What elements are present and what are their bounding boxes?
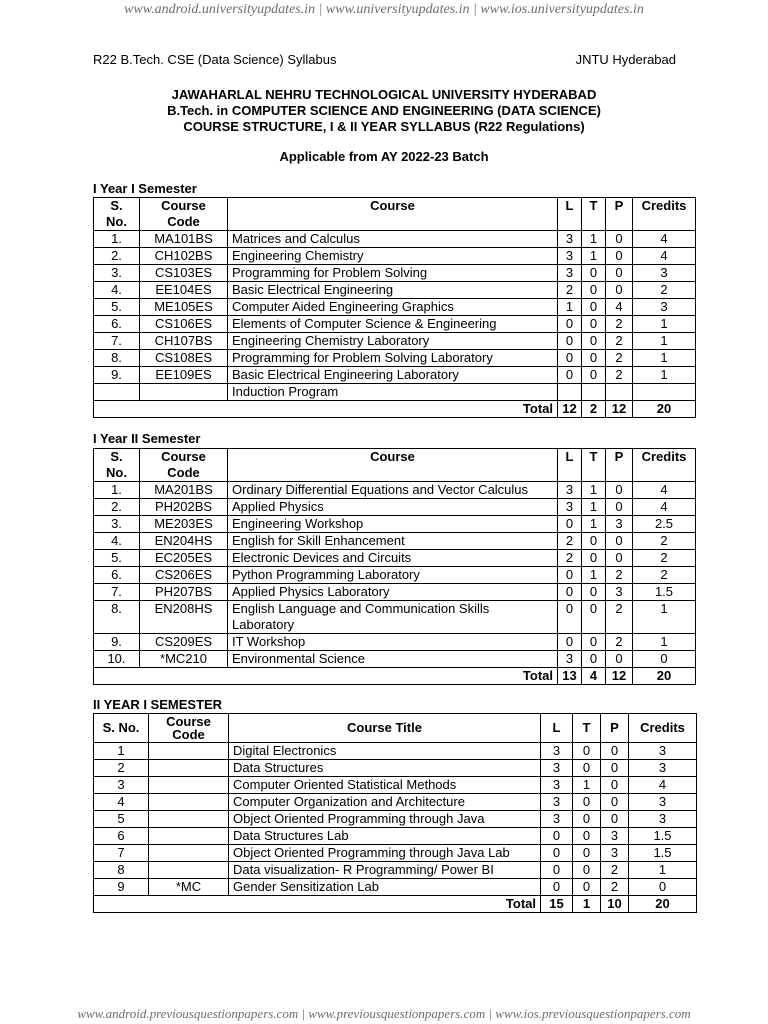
l-cell: 0 <box>558 601 582 634</box>
total-credits: 20 <box>629 896 697 913</box>
t-cell: 0 <box>582 550 606 567</box>
header-course-code: Course Code <box>140 198 228 231</box>
l-cell: 2 <box>558 282 582 299</box>
total-l: 15 <box>541 896 573 913</box>
table-row <box>94 516 696 533</box>
title-line-program: B.Tech. in COMPUTER SCIENCE AND ENGINEERING (DATA SCIENCE) <box>167 103 601 118</box>
credits-cell: 2.5 <box>633 516 696 533</box>
course-code-cell: CS209ES <box>140 634 228 651</box>
p-cell: 2 <box>606 350 633 367</box>
sno-cell: 1 <box>94 743 149 760</box>
sem1-course-table <box>93 197 696 418</box>
table-row <box>94 299 696 316</box>
total-credits: 20 <box>633 668 696 685</box>
p-cell: 0 <box>601 794 629 811</box>
p-cell: 2 <box>606 367 633 384</box>
course-name-cell: Elements of Computer Science & Engineering <box>228 316 558 333</box>
table-row <box>94 651 696 668</box>
course-name-cell: English for Skill Enhancement <box>228 533 558 550</box>
sno-cell: 5. <box>94 299 140 316</box>
t-cell: 0 <box>573 828 601 845</box>
sem2-label: I Year II Semester <box>93 431 201 446</box>
header-p: P <box>606 198 633 231</box>
t-cell: 0 <box>573 879 601 896</box>
sno-cell: 2. <box>94 499 140 516</box>
credits-cell <box>633 384 696 401</box>
t-cell: 0 <box>573 760 601 777</box>
l-cell: 2 <box>558 533 582 550</box>
sno-cell: 6. <box>94 316 140 333</box>
course-name-cell: Programming for Problem Solving <box>228 265 558 282</box>
watermark-top: www.android.universityupdates.in | www.universityupdates.in | www.ios.universityupdates.in <box>124 2 644 17</box>
course-name-cell: Digital Electronics <box>229 743 541 760</box>
l-cell: 0 <box>558 367 582 384</box>
table-row <box>94 879 697 896</box>
course-code-cell: CH102BS <box>140 248 228 265</box>
credits-cell: 4 <box>633 248 696 265</box>
total-label: Total <box>94 668 558 685</box>
sno-cell: 4. <box>94 282 140 299</box>
header-syllabus-title: R22 B.Tech. CSE (Data Science) Syllabus <box>93 52 337 67</box>
credits-cell: 1.5 <box>629 845 697 862</box>
sno-cell: 9. <box>94 367 140 384</box>
course-code-cell: *MC <box>149 879 229 896</box>
l-cell: 0 <box>558 316 582 333</box>
total-credits: 20 <box>633 401 696 418</box>
course-code-cell <box>149 777 229 794</box>
sno-cell: 10. <box>94 651 140 668</box>
course-name-cell: Data visualization- R Programming/ Power BI <box>229 862 541 879</box>
course-name-cell: Data Structures Lab <box>229 828 541 845</box>
total-l: 12 <box>558 401 582 418</box>
p-cell: 2 <box>606 333 633 350</box>
l-cell: 0 <box>558 333 582 350</box>
credits-cell: 2 <box>633 567 696 584</box>
credits-cell: 3 <box>629 794 697 811</box>
l-cell: 0 <box>541 879 573 896</box>
course-name-cell: Computer Organization and Architecture <box>229 794 541 811</box>
t-cell: 0 <box>582 601 606 634</box>
header-credits: Credits <box>633 198 696 231</box>
table-row <box>94 248 696 265</box>
course-name-cell: Matrices and Calculus <box>228 231 558 248</box>
credits-cell: 1.5 <box>633 584 696 601</box>
l-cell <box>558 384 582 401</box>
p-cell: 0 <box>606 282 633 299</box>
header-t: T <box>582 449 606 482</box>
course-code-cell <box>140 384 228 401</box>
total-label: Total <box>94 401 558 418</box>
course-name-cell: Basic Electrical Engineering <box>228 282 558 299</box>
t-cell: 1 <box>582 248 606 265</box>
sno-cell: 6 <box>94 828 149 845</box>
course-code-cell: EE109ES <box>140 367 228 384</box>
course-name-cell: Object Oriented Programming through Java Lab <box>229 845 541 862</box>
sem3-course-table <box>93 713 697 913</box>
credits-cell: 2 <box>633 533 696 550</box>
course-name-cell: IT Workshop <box>228 634 558 651</box>
p-cell <box>606 384 633 401</box>
header-university: JNTU Hyderabad <box>575 52 676 67</box>
total-row <box>94 668 696 685</box>
sno-cell: 4. <box>94 533 140 550</box>
p-cell: 0 <box>606 231 633 248</box>
table-row <box>94 316 696 333</box>
course-name-cell: Gender Sensitization Lab <box>229 879 541 896</box>
course-code-cell: EN204HS <box>140 533 228 550</box>
credits-cell: 3 <box>629 811 697 828</box>
p-cell: 4 <box>606 299 633 316</box>
p-cell: 3 <box>606 516 633 533</box>
sno-cell: 2. <box>94 248 140 265</box>
p-cell: 0 <box>606 533 633 550</box>
total-row <box>94 896 697 913</box>
header-p: P <box>606 449 633 482</box>
credits-cell: 1.5 <box>629 828 697 845</box>
header-course-code: Course Code <box>149 714 229 743</box>
l-cell: 0 <box>541 862 573 879</box>
sno-cell: 1. <box>94 482 140 499</box>
t-cell: 0 <box>582 584 606 601</box>
course-name-cell: Applied Physics Laboratory <box>228 584 558 601</box>
credits-cell: 4 <box>633 499 696 516</box>
table-row <box>94 482 696 499</box>
course-code-cell: PH202BS <box>140 499 228 516</box>
l-cell: 3 <box>558 231 582 248</box>
table-row <box>94 794 697 811</box>
table-row <box>94 384 696 401</box>
course-name-cell: Applied Physics <box>228 499 558 516</box>
l-cell: 3 <box>541 743 573 760</box>
l-cell: 0 <box>541 845 573 862</box>
table-row <box>94 743 697 760</box>
credits-cell: 3 <box>633 265 696 282</box>
course-code-cell <box>149 811 229 828</box>
course-code-cell: *MC210 <box>140 651 228 668</box>
course-code-cell: ME203ES <box>140 516 228 533</box>
course-name-cell: Computer Oriented Statistical Methods <box>229 777 541 794</box>
t-cell: 0 <box>582 333 606 350</box>
p-cell: 0 <box>606 550 633 567</box>
l-cell: 3 <box>541 794 573 811</box>
credits-cell: 1 <box>633 316 696 333</box>
course-name-cell: Engineering Workshop <box>228 516 558 533</box>
credits-cell: 1 <box>633 350 696 367</box>
credits-cell: 1 <box>633 333 696 350</box>
table-row <box>94 862 697 879</box>
p-cell: 0 <box>606 651 633 668</box>
t-cell: 0 <box>582 634 606 651</box>
course-code-cell <box>149 743 229 760</box>
header-t: T <box>573 714 601 743</box>
course-code-cell <box>149 828 229 845</box>
document-title <box>0 87 768 135</box>
credits-cell: 2 <box>633 550 696 567</box>
total-label: Total <box>94 896 541 913</box>
header-sno: S. No. <box>94 714 149 743</box>
p-cell: 0 <box>606 499 633 516</box>
sno-cell: 3. <box>94 516 140 533</box>
l-cell: 3 <box>541 811 573 828</box>
course-code-cell: PH207BS <box>140 584 228 601</box>
sno-cell: 3. <box>94 265 140 282</box>
p-cell: 2 <box>601 862 629 879</box>
sno-cell: 5. <box>94 550 140 567</box>
header-l: L <box>541 714 573 743</box>
table-row <box>94 231 696 248</box>
sno-cell: 8. <box>94 601 140 634</box>
table-row <box>94 828 697 845</box>
l-cell: 3 <box>558 265 582 282</box>
credits-cell: 4 <box>633 231 696 248</box>
l-cell: 0 <box>558 350 582 367</box>
t-cell: 0 <box>582 533 606 550</box>
course-code-cell: ME105ES <box>140 299 228 316</box>
header-p: P <box>601 714 629 743</box>
sno-cell: 3 <box>94 777 149 794</box>
sno-cell <box>94 384 140 401</box>
p-cell: 0 <box>601 811 629 828</box>
credits-cell: 1 <box>633 601 696 634</box>
p-cell: 2 <box>601 879 629 896</box>
course-name-cell: Object Oriented Programming through Java <box>229 811 541 828</box>
sem3-label: II YEAR I SEMESTER <box>93 697 223 712</box>
t-cell: 0 <box>582 299 606 316</box>
sno-cell: 2 <box>94 760 149 777</box>
l-cell: 3 <box>541 760 573 777</box>
credits-cell: 0 <box>629 879 697 896</box>
credits-cell: 1 <box>633 367 696 384</box>
l-cell: 3 <box>558 482 582 499</box>
sno-cell: 7. <box>94 584 140 601</box>
t-cell: 0 <box>582 651 606 668</box>
credits-cell: 4 <box>629 777 697 794</box>
table-row <box>94 533 696 550</box>
l-cell: 0 <box>558 516 582 533</box>
table-row <box>94 282 696 299</box>
sem1-label: I Year I Semester <box>93 181 197 196</box>
course-name-cell: Ordinary Differential Equations and Vector Calculus <box>228 482 558 499</box>
header-credits: Credits <box>629 714 697 743</box>
course-code-cell <box>149 794 229 811</box>
table-row <box>94 634 696 651</box>
sno-cell: 9. <box>94 634 140 651</box>
credits-cell: 2 <box>633 282 696 299</box>
table-row <box>94 584 696 601</box>
total-p: 10 <box>601 896 629 913</box>
t-cell: 0 <box>573 845 601 862</box>
t-cell: 1 <box>582 516 606 533</box>
credits-cell: 0 <box>633 651 696 668</box>
table-row <box>94 350 696 367</box>
table-row <box>94 601 696 634</box>
p-cell: 0 <box>606 482 633 499</box>
l-cell: 0 <box>558 584 582 601</box>
course-code-cell: EC205ES <box>140 550 228 567</box>
l-cell: 0 <box>558 567 582 584</box>
t-cell: 0 <box>582 265 606 282</box>
t-cell: 0 <box>573 794 601 811</box>
credits-cell: 3 <box>629 743 697 760</box>
p-cell: 2 <box>606 567 633 584</box>
l-cell: 0 <box>558 634 582 651</box>
l-cell: 2 <box>558 550 582 567</box>
p-cell: 0 <box>601 760 629 777</box>
course-code-cell: CS108ES <box>140 350 228 367</box>
l-cell: 3 <box>558 651 582 668</box>
course-code-cell: EN208HS <box>140 601 228 634</box>
course-name-cell: Engineering Chemistry Laboratory <box>228 333 558 350</box>
p-cell: 2 <box>606 316 633 333</box>
header-course: Course <box>228 198 558 231</box>
sno-cell: 6. <box>94 567 140 584</box>
header-l: L <box>558 198 582 231</box>
credits-cell: 4 <box>633 482 696 499</box>
p-cell: 3 <box>601 828 629 845</box>
credits-cell: 1 <box>629 862 697 879</box>
course-code-cell: MA101BS <box>140 231 228 248</box>
t-cell: 1 <box>582 482 606 499</box>
sno-cell: 8. <box>94 350 140 367</box>
header-sno: S. No. <box>94 198 140 231</box>
t-cell: 1 <box>582 231 606 248</box>
course-code-cell: CS206ES <box>140 567 228 584</box>
total-row <box>94 401 696 418</box>
p-cell: 3 <box>601 845 629 862</box>
table-header-row <box>94 714 697 743</box>
course-name-cell: Data Structures <box>229 760 541 777</box>
t-cell: 1 <box>582 567 606 584</box>
t-cell: 1 <box>582 499 606 516</box>
total-t: 2 <box>582 401 606 418</box>
t-cell: 0 <box>573 811 601 828</box>
l-cell: 0 <box>541 828 573 845</box>
credits-cell: 1 <box>633 634 696 651</box>
total-p: 12 <box>606 668 633 685</box>
p-cell: 2 <box>606 601 633 634</box>
l-cell: 1 <box>558 299 582 316</box>
sno-cell: 8 <box>94 862 149 879</box>
t-cell <box>582 384 606 401</box>
course-code-cell <box>149 760 229 777</box>
p-cell: 0 <box>601 743 629 760</box>
header-l: L <box>558 449 582 482</box>
header-course-title: Course Title <box>229 714 541 743</box>
course-code-cell <box>149 862 229 879</box>
table-row <box>94 567 696 584</box>
course-code-cell <box>149 845 229 862</box>
t-cell: 0 <box>582 316 606 333</box>
course-name-cell: Induction Program <box>228 384 558 401</box>
p-cell: 2 <box>606 634 633 651</box>
table-row <box>94 499 696 516</box>
sno-cell: 1. <box>94 231 140 248</box>
l-cell: 3 <box>541 777 573 794</box>
total-t: 1 <box>573 896 601 913</box>
course-code-cell: CS103ES <box>140 265 228 282</box>
watermark-bottom: www.android.previousquestionpapers.com | www.previousquestionpapers.com | www.ios.previousquestionpapers.com <box>77 1006 691 1021</box>
course-code-cell: MA201BS <box>140 482 228 499</box>
t-cell: 0 <box>582 367 606 384</box>
total-t: 4 <box>582 668 606 685</box>
title-line-structure: COURSE STRUCTURE, I & II YEAR SYLLABUS (R22 Regulations) <box>183 119 585 134</box>
course-name-cell: Electronic Devices and Circuits <box>228 550 558 567</box>
course-name-cell: Basic Electrical Engineering Laboratory <box>228 367 558 384</box>
sno-cell: 4 <box>94 794 149 811</box>
course-name-cell: Computer Aided Engineering Graphics <box>228 299 558 316</box>
t-cell: 0 <box>582 350 606 367</box>
table-row <box>94 333 696 350</box>
header-credits: Credits <box>633 449 696 482</box>
course-name-cell: Python Programming Laboratory <box>228 567 558 584</box>
t-cell: 0 <box>573 862 601 879</box>
credits-cell: 3 <box>629 760 697 777</box>
course-code-cell: EE104ES <box>140 282 228 299</box>
title-line-university: JAWAHARLAL NEHRU TECHNOLOGICAL UNIVERSITY HYDERABAD <box>171 87 597 102</box>
p-cell: 3 <box>606 584 633 601</box>
course-name-cell: Engineering Chemistry <box>228 248 558 265</box>
sno-cell: 7 <box>94 845 149 862</box>
table-row <box>94 367 696 384</box>
total-p: 12 <box>606 401 633 418</box>
course-name-cell: Environmental Science <box>228 651 558 668</box>
applicable-batch: Applicable from AY 2022-23 Batch <box>279 149 489 164</box>
sno-cell: 7. <box>94 333 140 350</box>
total-l: 13 <box>558 668 582 685</box>
course-name-cell: Programming for Problem Solving Laboratory <box>228 350 558 367</box>
course-name-cell: English Language and Communication Skills Laboratory <box>228 601 558 634</box>
p-cell: 0 <box>606 265 633 282</box>
header-sno: S. No. <box>94 449 140 482</box>
table-row <box>94 760 697 777</box>
l-cell: 3 <box>558 499 582 516</box>
course-code-cell: CS106ES <box>140 316 228 333</box>
p-cell: 0 <box>606 248 633 265</box>
t-cell: 0 <box>582 282 606 299</box>
course-code-cell: CH107BS <box>140 333 228 350</box>
header-course-code: Course Code <box>140 449 228 482</box>
table-header-row <box>94 449 696 482</box>
t-cell: 0 <box>573 743 601 760</box>
table-row <box>94 550 696 567</box>
table-row <box>94 777 697 794</box>
credits-cell: 3 <box>633 299 696 316</box>
table-row <box>94 845 697 862</box>
sem2-course-table <box>93 448 696 685</box>
header-course: Course <box>228 449 558 482</box>
table-header-row <box>94 198 696 231</box>
sno-cell: 5 <box>94 811 149 828</box>
l-cell: 3 <box>558 248 582 265</box>
p-cell: 0 <box>601 777 629 794</box>
header-t: T <box>582 198 606 231</box>
sno-cell: 9 <box>94 879 149 896</box>
table-row <box>94 265 696 282</box>
table-row <box>94 811 697 828</box>
t-cell: 1 <box>573 777 601 794</box>
